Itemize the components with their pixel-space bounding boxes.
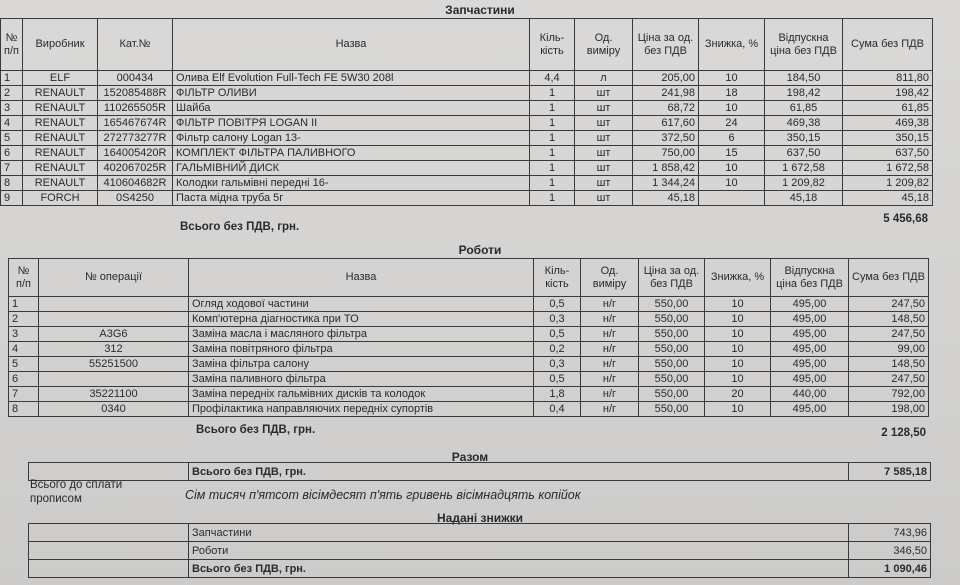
discount-spacer: [29, 542, 189, 560]
table-cell: 811,80: [843, 71, 933, 86]
table-cell: 4: [9, 342, 39, 357]
table-cell: 61,85: [765, 101, 843, 116]
table-cell: 1 672,58: [843, 161, 933, 176]
table-cell: шт: [575, 176, 633, 191]
table-cell: 3: [9, 327, 39, 342]
table-cell: 2: [1, 86, 23, 101]
col-header: Назва: [173, 19, 530, 71]
summary-section-title: Разом: [451, 450, 489, 464]
table-cell: 45,18: [765, 191, 843, 206]
table-row: [1, 71, 933, 86]
table-cell: Комп'ютерна діагностика при ТО: [189, 312, 534, 327]
col-header: Відпускна ціна без ПДВ: [765, 19, 843, 71]
table-cell: 10: [705, 297, 771, 312]
table-cell: 0,3: [534, 312, 581, 327]
table-cell: 24: [699, 116, 765, 131]
table-cell: 1: [530, 101, 575, 116]
table-row: [9, 387, 929, 402]
table-cell: 3: [1, 101, 23, 116]
table-cell: 495,00: [771, 342, 849, 357]
discount-spacer: [29, 560, 189, 578]
table-cell: 10: [699, 71, 765, 86]
table-cell: 6: [699, 131, 765, 146]
table-row: [1, 161, 933, 176]
discount-parts-value: 743,96: [849, 524, 931, 542]
table-cell: 312: [39, 342, 189, 357]
table-cell: 241,98: [633, 86, 699, 101]
table-cell: 1 209,82: [843, 176, 933, 191]
table-cell: 7: [1, 161, 23, 176]
table-cell: шт: [575, 161, 633, 176]
table-cell: 469,38: [843, 116, 933, 131]
table-cell: 550,00: [639, 312, 705, 327]
table-cell: 0,4: [534, 402, 581, 417]
discount-parts-label: Запчастини: [189, 524, 849, 542]
table-cell: 18: [699, 86, 765, 101]
table-cell: ФІЛЬТР ПОВІТРЯ LOGAN II: [173, 116, 530, 131]
pay-label-line-2: прописом: [30, 493, 82, 505]
col-header: Од. виміру: [575, 19, 633, 71]
table-cell: 350,15: [765, 131, 843, 146]
table-cell: 0,5: [534, 297, 581, 312]
table-cell: 617,60: [633, 116, 699, 131]
table-row: [1, 86, 933, 101]
discount-row: [29, 542, 931, 560]
table-cell: 4: [1, 116, 23, 131]
table-row: [9, 342, 929, 357]
table-cell: 148,50: [849, 312, 929, 327]
amount-in-words: Сім тисяч п'ятсот вісімдесят п'ять гривень вісімнадцять копійок: [185, 488, 581, 502]
table-row: [9, 312, 929, 327]
table-cell: RENAULT: [23, 161, 98, 176]
table-cell: 61,85: [843, 101, 933, 116]
table-cell: Заміна фільтра салону: [189, 357, 534, 372]
col-header: № п/п: [9, 259, 39, 297]
col-header: Виробник: [23, 19, 98, 71]
table-cell: 198,42: [843, 86, 933, 101]
table-cell: н/г: [581, 297, 639, 312]
table-cell: 350,15: [843, 131, 933, 146]
table-cell: 1 858,42: [633, 161, 699, 176]
table-cell: 35221100: [39, 387, 189, 402]
table-cell: 1,8: [534, 387, 581, 402]
table-cell: н/г: [581, 372, 639, 387]
table-cell: КОМПЛЕКТ ФІЛЬТРА ПАЛИВНОГО: [173, 146, 530, 161]
table-cell: 45,18: [843, 191, 933, 206]
table-cell: 99,00: [849, 342, 929, 357]
table-cell: A3G6: [39, 327, 189, 342]
col-header: № операції: [39, 259, 189, 297]
table-cell: 1: [9, 297, 39, 312]
table-cell: RENAULT: [23, 146, 98, 161]
col-header: Назва: [189, 259, 534, 297]
table-cell: 45,18: [633, 191, 699, 206]
col-header: Кіль-кість: [534, 259, 581, 297]
table-cell: 1: [530, 176, 575, 191]
table-cell: 247,50: [849, 297, 929, 312]
table-cell: 410604682R: [98, 176, 173, 191]
table-cell: 10: [699, 161, 765, 176]
table-cell: 10: [699, 176, 765, 191]
table-cell: 495,00: [771, 297, 849, 312]
table-cell: 7: [9, 387, 39, 402]
table-cell: RENAULT: [23, 86, 98, 101]
works-total-label: Всього без ПДВ, грн.: [196, 424, 316, 436]
table-cell: 10: [705, 357, 771, 372]
table-cell: 10: [699, 101, 765, 116]
summary-total-label: Всього без ПДВ, грн.: [189, 463, 849, 481]
table-cell: 637,50: [765, 146, 843, 161]
table-cell: 198,42: [765, 86, 843, 101]
col-header: Знижка, %: [705, 259, 771, 297]
pay-label-line-1: Всього до сплати: [30, 479, 123, 491]
parts-total-value: 5 456,68: [883, 213, 928, 225]
col-header: Ціна за од. без ПДВ: [639, 259, 705, 297]
col-header: Кіль-кість: [530, 19, 575, 71]
table-cell: шт: [575, 116, 633, 131]
table-cell: 550,00: [639, 327, 705, 342]
table-cell: 550,00: [639, 402, 705, 417]
table-cell: 1: [530, 86, 575, 101]
table-cell: 184,50: [765, 71, 843, 86]
table-cell: 550,00: [639, 387, 705, 402]
table-cell: н/г: [581, 387, 639, 402]
table-cell: 495,00: [771, 312, 849, 327]
table-row: [1, 101, 933, 116]
table-cell: 372,50: [633, 131, 699, 146]
table-cell: 247,50: [849, 327, 929, 342]
table-cell: 4,4: [530, 71, 575, 86]
parts-total-label: Всього без ПДВ, грн.: [180, 221, 300, 233]
table-cell: [39, 297, 189, 312]
table-cell: 148,50: [849, 357, 929, 372]
col-header: Сума без ПДВ: [849, 259, 929, 297]
parts-header-row: [1, 19, 933, 71]
table-cell: 164005420R: [98, 146, 173, 161]
table-cell: 247,50: [849, 372, 929, 387]
table-cell: RENAULT: [23, 101, 98, 116]
table-cell: 0S4250: [98, 191, 173, 206]
table-cell: 0,2: [534, 342, 581, 357]
table-cell: 110265505R: [98, 101, 173, 116]
table-cell: 440,00: [771, 387, 849, 402]
table-cell: 205,00: [633, 71, 699, 86]
table-cell: 750,00: [633, 146, 699, 161]
table-cell: 1: [530, 191, 575, 206]
table-row: [9, 327, 929, 342]
table-cell: 20: [705, 387, 771, 402]
table-cell: Шайба: [173, 101, 530, 116]
table-cell: Колодки гальмівні передні 16-: [173, 176, 530, 191]
col-header: Знижка, %: [699, 19, 765, 71]
table-cell: 1: [530, 116, 575, 131]
table-cell: Профілактика направляючих передніх супортів: [189, 402, 534, 417]
table-cell: Заміна масла і масляного фільтра: [189, 327, 534, 342]
table-cell: RENAULT: [23, 116, 98, 131]
summary-total-value: 7 585,18: [849, 463, 931, 481]
table-cell: 5: [1, 131, 23, 146]
parts-table: [0, 18, 933, 206]
table-cell: RENAULT: [23, 176, 98, 191]
table-cell: 10: [705, 372, 771, 387]
discount-row: [29, 524, 931, 542]
table-cell: 10: [705, 327, 771, 342]
table-cell: Фільтр салону Logan 13-: [173, 131, 530, 146]
table-cell: шт: [575, 146, 633, 161]
table-cell: 6: [1, 146, 23, 161]
table-cell: 1 672,58: [765, 161, 843, 176]
table-cell: 10: [705, 402, 771, 417]
table-cell: шт: [575, 191, 633, 206]
table-cell: RENAULT: [23, 131, 98, 146]
table-cell: 68,72: [633, 101, 699, 116]
table-cell: FORCH: [23, 191, 98, 206]
table-cell: 1: [530, 146, 575, 161]
col-header: Ціна за од. без ПДВ: [633, 19, 699, 71]
discount-total-value: 1 090,46: [849, 560, 931, 578]
table-row: [9, 372, 929, 387]
table-cell: 15: [699, 146, 765, 161]
table-cell: 8: [1, 176, 23, 191]
table-cell: л: [575, 71, 633, 86]
table-row: [9, 357, 929, 372]
table-cell: [39, 372, 189, 387]
table-cell: 8: [9, 402, 39, 417]
table-row: [1, 146, 933, 161]
parts-section-title: Запчастини: [445, 3, 515, 17]
table-cell: 9: [1, 191, 23, 206]
table-cell: Заміна повітряного фільтра: [189, 342, 534, 357]
table-cell: 1: [530, 131, 575, 146]
table-cell: 0340: [39, 402, 189, 417]
table-cell: ФІЛЬТР ОЛИВИ: [173, 86, 530, 101]
table-cell: Огляд ходової частини: [189, 297, 534, 312]
table-cell: 0,5: [534, 327, 581, 342]
table-cell: 5: [9, 357, 39, 372]
table-cell: [39, 312, 189, 327]
table-cell: 550,00: [639, 342, 705, 357]
table-row: [1, 176, 933, 191]
table-cell: 10: [705, 312, 771, 327]
discounts-section-title: Надані знижки: [436, 511, 524, 525]
table-cell: 165467674R: [98, 116, 173, 131]
table-cell: 000434: [98, 71, 173, 86]
table-cell: 402067025R: [98, 161, 173, 176]
table-cell: 1 209,82: [765, 176, 843, 191]
discount-spacer: [29, 524, 189, 542]
table-cell: 0,5: [534, 372, 581, 387]
col-header: Од. виміру: [581, 259, 639, 297]
col-header: № п/п: [1, 19, 23, 71]
summary-table: [28, 462, 931, 481]
works-total-value: 2 128,50: [881, 427, 926, 439]
table-cell: 55251500: [39, 357, 189, 372]
table-cell: 6: [9, 372, 39, 387]
table-cell: шт: [575, 101, 633, 116]
col-header: Кат.№: [98, 19, 173, 71]
table-cell: 2: [9, 312, 39, 327]
table-cell: 10: [705, 342, 771, 357]
table-cell: Паста мідна труба 5г: [173, 191, 530, 206]
table-cell: Заміна передніх гальмівних дисків та колодок: [189, 387, 534, 402]
table-cell: 550,00: [639, 357, 705, 372]
table-cell: 198,00: [849, 402, 929, 417]
table-cell: 792,00: [849, 387, 929, 402]
table-row: [9, 402, 929, 417]
table-cell: 495,00: [771, 327, 849, 342]
table-cell: 469,38: [765, 116, 843, 131]
table-cell: 1: [530, 161, 575, 176]
table-cell: 495,00: [771, 372, 849, 387]
table-cell: н/г: [581, 327, 639, 342]
discount-row: [29, 560, 931, 578]
table-cell: 1: [1, 71, 23, 86]
pay-label: [30, 478, 122, 506]
table-row: [9, 297, 929, 312]
works-table: [8, 258, 929, 417]
table-cell: Олива Elf Evolution Full-Tech FE 5W30 208l: [173, 71, 530, 86]
table-cell: [699, 191, 765, 206]
table-cell: 495,00: [771, 402, 849, 417]
table-cell: 272773277R: [98, 131, 173, 146]
discount-works-value: 346,50: [849, 542, 931, 560]
discount-total-label: Всього без ПДВ, грн.: [189, 560, 849, 578]
table-cell: 550,00: [639, 372, 705, 387]
col-header: Сума без ПДВ: [843, 19, 933, 71]
table-cell: н/г: [581, 402, 639, 417]
discount-works-label: Роботи: [189, 542, 849, 560]
table-row: [1, 191, 933, 206]
col-header: Відпускна ціна без ПДВ: [771, 259, 849, 297]
table-cell: 0,3: [534, 357, 581, 372]
table-cell: н/г: [581, 357, 639, 372]
table-cell: 1 344,24: [633, 176, 699, 191]
table-cell: шт: [575, 86, 633, 101]
table-cell: н/г: [581, 312, 639, 327]
table-cell: 152085488R: [98, 86, 173, 101]
table-cell: 637,50: [843, 146, 933, 161]
table-row: [1, 131, 933, 146]
works-header-row: [9, 259, 929, 297]
table-row: [1, 116, 933, 131]
table-cell: 550,00: [639, 297, 705, 312]
table-cell: ELF: [23, 71, 98, 86]
table-cell: шт: [575, 131, 633, 146]
table-cell: ГАЛЬМІВНИЙ ДИСК: [173, 161, 530, 176]
table-cell: н/г: [581, 342, 639, 357]
table-cell: Заміна паливного фільтра: [189, 372, 534, 387]
discounts-table: [28, 523, 931, 578]
works-section-title: Роботи: [458, 243, 502, 257]
table-cell: 495,00: [771, 357, 849, 372]
